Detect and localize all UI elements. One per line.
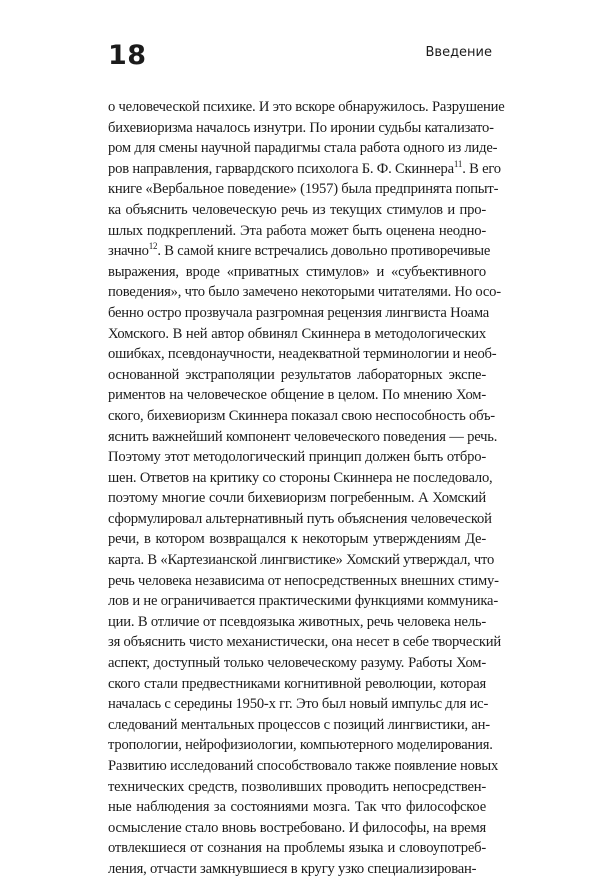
text-line: ошибках, псевдонаучности, неадекватной терминологии и необ- bbox=[108, 346, 497, 363]
text-line: следований ментальных процессов с позиций лингвистики, ан- bbox=[108, 716, 490, 733]
text-line: ные наблюдения за состояниями мозга. Так что философское bbox=[108, 799, 486, 816]
text-line: тропологии, нейрофизиологии, компьютерного моделирования. bbox=[108, 737, 493, 754]
text-line: книге «Вербальное поведение» (1957) была предпринята попыт- bbox=[108, 181, 499, 198]
footnote-reference: 12 bbox=[148, 241, 158, 252]
text-line: ром для смены научной парадигмы стала работа одного из лиде- bbox=[108, 140, 498, 157]
text-line: ления, отчасти замкнувшиеся в кругу узко специализирован- bbox=[108, 860, 477, 877]
text-line: Хомского. В ней автор обвинял Скиннера в методологических bbox=[108, 325, 486, 342]
text-fragment: . В его bbox=[462, 160, 501, 177]
text-line: осмысление стало вновь востребовано. И философы, на время bbox=[108, 819, 486, 836]
text-line: шен. Ответов на критику со стороны Скиннера не последовало, bbox=[108, 469, 493, 486]
text-line: зя объяснить чисто механистически, она несет в себе творческий bbox=[108, 634, 501, 651]
text-line: ского стали предвестниками когнитивной революции, которая bbox=[108, 675, 486, 692]
text-line bbox=[108, 158, 501, 180]
text-line: яснить важнейший компонент человеческого поведения — речь. bbox=[108, 428, 498, 445]
text-line: основанной экстраполяции результатов лабораторных экспе- bbox=[108, 366, 486, 383]
text-line: технических средств, позволивших проводить непосредствен- bbox=[108, 778, 486, 795]
text-line: лов и не ограничивается практическими функциями коммуника- bbox=[108, 593, 498, 610]
text-line: Развитию исследований способствовало также появление новых bbox=[108, 758, 499, 774]
text-line: отвлекшиеся от сознания на проблемы языка и словоупотреб- bbox=[108, 840, 486, 857]
text-line: речи, в котором возвращался к некоторым утверждениям Де- bbox=[108, 531, 486, 548]
text-line: поведения», что было замечено некоторыми читателями. Но осо- bbox=[108, 284, 501, 301]
text-line: Поэтому этот методологический принцип должен быть отбро- bbox=[108, 449, 486, 466]
text-line: о человеческой психике. И это вскоре обнаружилось. Разрушение bbox=[108, 99, 505, 115]
text-line: бихевиоризма началось изнутри. По иронии судьбы катализато- bbox=[108, 119, 494, 136]
text-line: ка объяснить человеческую речь из текущих стимулов и про- bbox=[108, 201, 486, 218]
text-line: началась с середины 1950-х гг. Это был новый импульс для ис- bbox=[108, 696, 489, 713]
text-fragment: . В самой книге встречались довольно противоречивые bbox=[157, 243, 491, 260]
text-line bbox=[108, 241, 491, 262]
footnote-reference: 11 bbox=[453, 158, 463, 169]
text-line: аспект, доступный только человеческому разуму. Работы Хом- bbox=[108, 655, 486, 672]
text-fragment: ров направления, гарвардского психолога Б. Ф. Скиннера bbox=[108, 160, 454, 177]
text-line: поэтому многие сочли бихевиоризм погребенным. А Хомский bbox=[108, 490, 486, 507]
text-line: выражения, вроде «приватных стимулов» и «субъективного bbox=[108, 263, 486, 280]
text-fragment: значно bbox=[108, 243, 149, 260]
text-line: шлых подкреплений. Эта работа может быть оценена неодно- bbox=[108, 222, 486, 239]
body-text bbox=[108, 97, 505, 880]
text-line: бенно остро прозвучала разгромная рецензия лингвиста Ноама bbox=[108, 304, 490, 321]
text-line: ского, бихевиоризм Скиннера показал свою неспособность объ- bbox=[108, 407, 495, 424]
text-line: ции. В отличие от псевдоязыка животных, речь человека нель- bbox=[108, 613, 486, 630]
text-line: карта. В «Картезианской лингвистике» Хомский утверждал, что bbox=[108, 552, 495, 569]
text-line: риментов на человеческое общение в целом. По мнению Хом- bbox=[108, 387, 486, 404]
text-line: речь человека независима от непосредственных внешних стиму- bbox=[108, 572, 499, 589]
text-line: сформулировал альтернативный путь объяснения человеческой bbox=[108, 510, 492, 527]
page-number: 18 bbox=[108, 40, 147, 71]
running-head: Введение bbox=[425, 45, 492, 60]
